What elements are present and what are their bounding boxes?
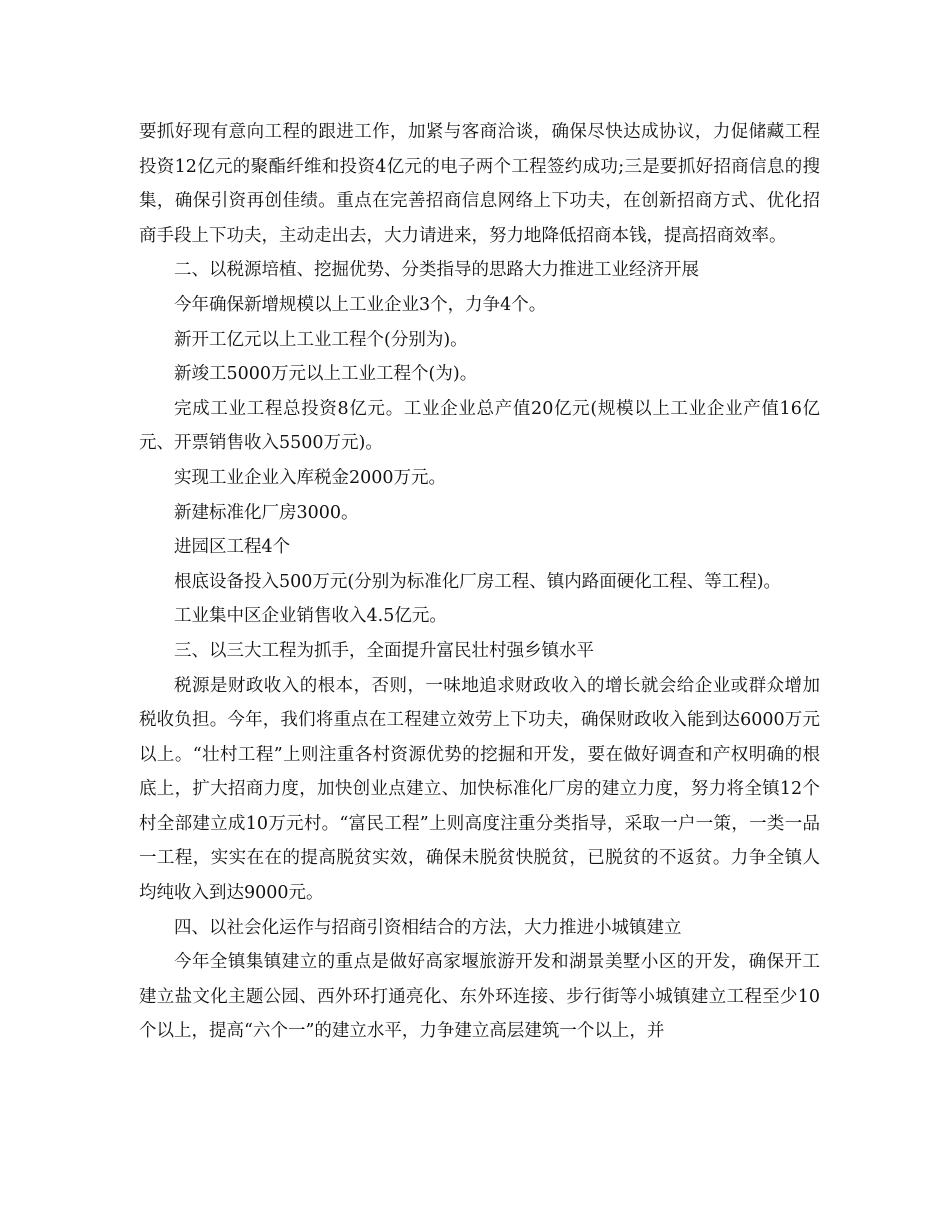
paragraph-15: 今年全镇集镇建立的重点是做好高家堰旅游开发和湖景美墅小区的开发，确保开工建立盐文化主题公园、西外环打通亮化、东外环连接、步行街等小城镇建立工程至少10个以上，提高“六个一”的建立水平，力争建立高层建筑一个以上，并 <box>139 952 820 1042</box>
paragraph-4: 新开工亿元以上工业工程个(分别为)。 <box>174 329 468 350</box>
document-body <box>139 115 820 1049</box>
paragraph-8: 新建标准化厂房3000。 <box>174 502 359 523</box>
paragraph-11: 工业集中区企业销售收入4.5亿元。 <box>174 606 447 627</box>
paragraph-9: 进园区工程4个 <box>174 537 291 558</box>
paragraph-5: 新竣工5000万元以上工业工程个(为)。 <box>174 364 478 385</box>
paragraph-6: 完成工业工程总投资8亿元。工业企业总产值20亿元(规模以上工业企业产值16亿元、开票销售收入5500万元)。 <box>139 398 820 454</box>
paragraph-2: 二、以税源培植、挖掘优势、分类指导的思路大力推进工业经济开展 <box>174 260 699 281</box>
paragraph-12: 三、以三大工程为抓手，全面提升富民壮村强乡镇水平 <box>174 640 594 661</box>
paragraph-14: 四、以社会化运作与招商引资相结合的方法，大力推进小城镇建立 <box>174 917 682 938</box>
paragraph-13: 税源是财政收入的根本，否则，一味地追求财政收入的增长就会给企业或群众增加税收负担。今年，我们将重点在工程建立效劳上下功夫，确保财政收入能到达6000万元以上。“壮村工程”上则注重各村资源优势的挖掘和开发，要在做好调查和产权明确的根底上，扩大招商力度，加快创业点建立、加快标准化厂房的建立力度，努力将全镇12个村全部建立成10万元村。“富民工程”上则高度注重分类指导，采取一户一策，一类一品一工程，实实在在的提高脱贫实效，确保未脱贫快脱贫，已脱贫的不返贫。力争全镇人均纯收入到达9000元。 <box>139 675 820 904</box>
paragraph-3: 今年确保新增规模以上工业企业3个，力争4个。 <box>174 294 547 315</box>
paragraph-1: 要抓好现有意向工程的跟进工作，加紧与客商洽谈，确保尽快达成协议，力促储藏工程投资12亿元的聚酯纤维和投资4亿元的电子两个工程签约成功;三是要抓好招商信息的搜集，确保引资再创佳绩。重点在完善招商信息网络上下功夫，在创新招商方式、优化招商手段上下功夫，主动走出去，大力请进来，努力地降低招商本钱，提高招商效率。 <box>139 122 820 246</box>
paragraph-7: 实现工业企业入库税金2000万元。 <box>174 467 447 488</box>
paragraph-10: 根底设备投入500万元(分别为标准化厂房工程、镇内路面硬化工程、等工程)。 <box>174 571 782 592</box>
